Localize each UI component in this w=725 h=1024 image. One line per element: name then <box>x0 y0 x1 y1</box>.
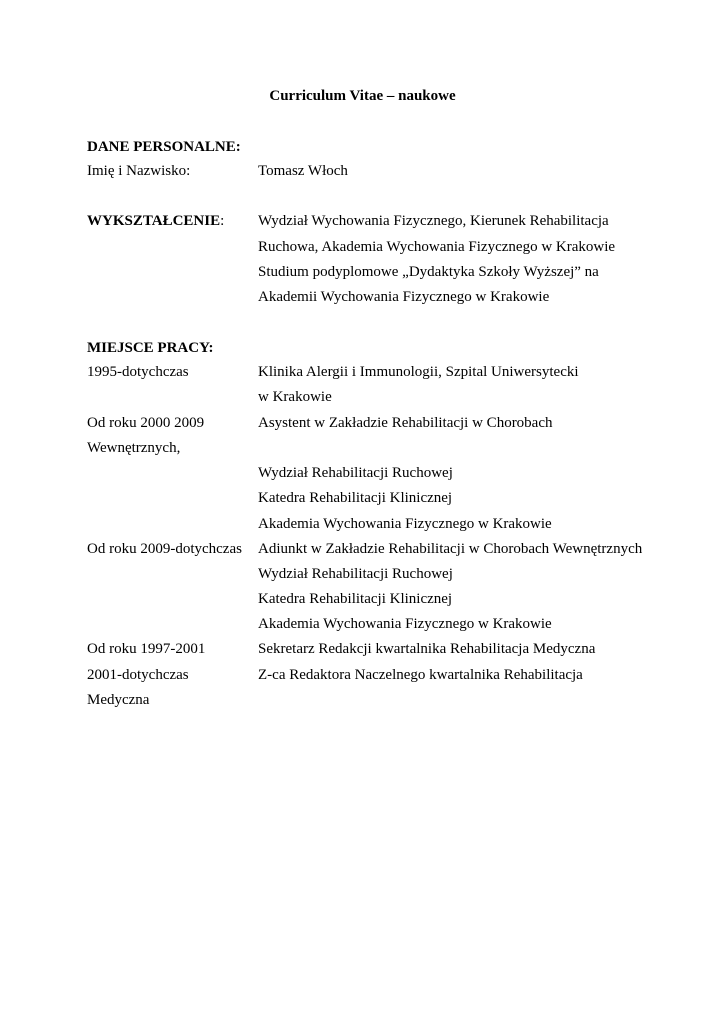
education-heading-text: WYKSZTAŁCENIE <box>87 213 221 229</box>
work-line: w Krakowie <box>258 389 332 405</box>
work-line: Wydział Rehabilitacji Ruchowej <box>258 465 453 481</box>
work-period: 1995-dotychczas <box>87 364 189 380</box>
work-line: Adiunkt w Zakładzie Rehabilitacji w Chorobach Wewnętrznych <box>258 541 643 557</box>
work-line: Wydział Rehabilitacji Ruchowej <box>258 566 453 582</box>
work-period: Od roku 2009-dotychczas <box>87 541 242 557</box>
work-line: Akademia Wychowania Fizycznego w Krakowie <box>258 616 552 632</box>
work-line: Z-ca Redaktora Naczelnego kwartalnika Rehabilitacja <box>258 667 583 683</box>
education-line: Akademii Wychowania Fizycznego w Krakowie <box>258 289 550 305</box>
work-line: Katedra Rehabilitacji Klinicznej <box>258 591 453 607</box>
name-label: Imię i Nazwisko: <box>87 163 191 179</box>
education-line: Studium podyplomowe „Dydaktyka Szkoły Wyższej” na <box>258 264 599 280</box>
personal-heading: DANE PERSONALNE: <box>87 139 241 155</box>
education-line: Ruchowa, Akademia Wychowania Fizycznego w Krakowie <box>258 239 616 255</box>
work-line: Katedra Rehabilitacji Klinicznej <box>258 490 453 506</box>
work-period: 2001-dotychczas <box>87 667 189 683</box>
education-heading <box>87 211 224 231</box>
work-period: Od roku 1997-2001 <box>87 641 206 657</box>
work-line: Klinika Alergii i Immunologii, Szpital Uniwersytecki <box>258 364 579 380</box>
work-line: Asystent w Zakładzie Rehabilitacji w Chorobach <box>258 415 553 431</box>
work-line: Sekretarz Redakcji kwartalnika Rehabilitacja Medyczna <box>258 641 596 657</box>
work-line: Akademia Wychowania Fizycznego w Krakowie <box>258 516 552 532</box>
work-period: Od roku 2000 2009 <box>87 415 205 431</box>
education-line: Wydział Wychowania Fizycznego, Kierunek Rehabilitacja <box>258 213 609 229</box>
work-heading: MIEJSCE PRACY: <box>87 340 214 356</box>
name-value: Tomasz Włoch <box>258 163 348 179</box>
document-title: Curriculum Vitae – naukowe <box>269 88 456 104</box>
work-period: Wewnętrznych, <box>87 440 181 456</box>
work-period: Medyczna <box>87 692 150 708</box>
education-heading-colon: : <box>220 213 225 229</box>
